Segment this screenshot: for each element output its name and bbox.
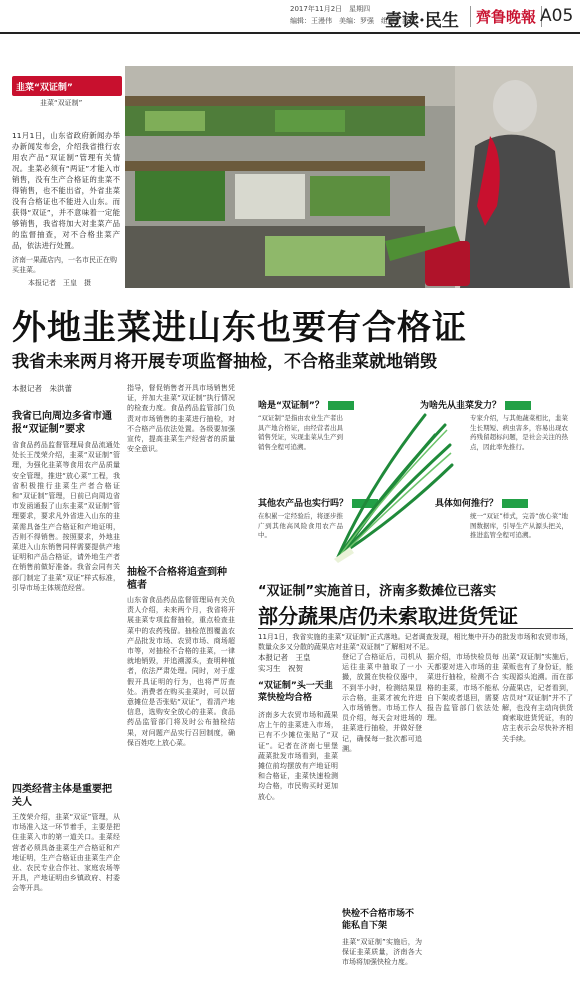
qa-question-text: 其他农产品也实行吗？ — [258, 499, 349, 509]
article-text: 韭菜“双证制”实施后，为保证韭菜质量，济南各大市场将加强快检力度。 — [342, 938, 422, 967]
photo-credit: 本报记者 王皇 摄 — [28, 279, 91, 287]
qa-question-text: 为啥先从韭菜发力？ — [420, 401, 502, 411]
subhead-inspection: 抽检不合格将追查到种植者 — [127, 567, 227, 591]
main-headline: 外地韭菜进山东也要有合格证 — [12, 308, 467, 348]
market-photo — [125, 66, 573, 288]
article2-headline: 部分蔬果店仍未索取进货凭证 — [258, 604, 518, 628]
subhead-quicktest: “双证制”头一天韭菜快检均合格 — [258, 681, 333, 703]
market-photo-illustration — [125, 66, 573, 288]
green-bar — [502, 499, 528, 508]
editor-credits: 编辑：王漫伟 美编：罗强 组版：洛蕾 — [290, 17, 416, 25]
article2-kicker: “双证制”实施首日，济南多数摊位已落实 — [258, 584, 497, 599]
subhead-notify: 我省已向周边多省市通报“双证制”要求 — [12, 411, 112, 435]
article-text: 指导，督促销售者开具市场销售凭证，并加大韭菜“双证制”执行情况的检查力度。食品药品监管部门负责对市场销售的韭菜进行抽检，对不合格产品依法处置。各级要加强宣传，提高韭菜生产经营者的质量安全意识。 — [127, 384, 235, 454]
leek-icon — [330, 405, 455, 565]
lead-paragraph: 11月1日，山东省政府新闻办举办新闻发布会，介绍我省推行农用农产品“双证制”管理有关情况。韭菜必须有“两证”才能入市销售，没有生产合格证的韭菜不得销售，也不能出省，外省韭菜没有合格证也不能进入山东。而获得“双证”，并不意味着一定能够销售，我省将加大对韭菜产品的监督抽查，对不合格韭菜产品，依法进行处置。 — [12, 131, 120, 250]
qa-question-text: 具体如何推行？ — [435, 499, 499, 509]
green-bar — [505, 401, 531, 410]
article2-deck: 11月1日，我省实施的韭菜“双证制”正式落地。记者调查发现，相比集中开办的批发市场和农贸市场，数量众多又分散的蔬果店对韭菜“双证制”了解相对不足。 — [258, 628, 573, 652]
article-text: 登记了合格证后，司机从运往韭菜中抽取了一小撮，放置在快检仪器中，不到半小时，检测结果显示合格，韭菜才被允许进入市场销售。市场工作人员介绍，每天会对进场的韭菜进行抽检，并做好登记，确保每一批次都可追溯。 — [342, 653, 422, 753]
subhead-removal: 快检不合格市场不能私自下架 — [342, 909, 415, 931]
byline: 本报记者 朱洪蕾 — [12, 384, 72, 393]
article2-byline: 本报记者 王皇 实习生 祝贺 — [258, 653, 311, 673]
qa-answer: “双证制”是指由农业生产者出具产地合格证，由经营者出具销售凭证，实现韭菜从生产到销售全程可追溯。 — [258, 414, 343, 451]
article-text: 济南多大农贸市场和蔬果店上午的韭菜进入市场，已有不少摊位张贴了“双证”。记者在济南七里堡蔬菜批发市场看到，韭菜摊位前均摆放有产地证明和合格证，韭菜快速检测均合格，市民购买时更加放心。 — [258, 711, 338, 801]
topic-badge-sub: 韭菜“双证制” — [40, 99, 83, 107]
section-title: 壹读·民生 — [385, 11, 459, 31]
leek-illustration — [330, 405, 455, 565]
sub-headline: 我省未来两月将开展专项监督抽检，不合格韭菜就地销毁 — [12, 352, 437, 372]
page-number: A05 — [540, 6, 574, 26]
photo-caption: 济南一果蔬店内，一名市民正在购买韭菜。 — [12, 256, 117, 274]
qa-question-text: 啥是“双证制”？ — [258, 401, 324, 411]
article-text: 山东省食品药品监督管理局有关负责人介绍，未来两个月，我省将开展韭菜专项监督抽检，重点检查韭菜中的农药残留。抽检范围覆盖农产品批发市场、农贸市场、商场超市等，对抽检不合格的韭菜，一律就地销毁，并追溯源头，查明种植者，依法严肃处理。同时，对于虚假开具证明的行为，也将严厉查处。消费者在购买韭菜时，可以留意摊位是否张贴“双证”，看清产地信息，选购安全放心的韭菜。食品药品监管部门将及时公布抽检结果，对问题产品实行召回制度，确保百姓吃上放心菜。 — [127, 596, 235, 747]
topic-badge-label: 韭菜“双证制” — [16, 83, 73, 93]
article-text: 据介绍，市场快检员每天都要对进入市场的韭菜进行抽检，检测不合格的韭菜，市场不能私自下架或者退回，需要报告监管部门依法处理。 — [427, 653, 499, 723]
qa-answer: 统一“双证”样式，完善“放心菜”地图数据库，引导生产从源头把关，推进监管全程可追溯。 — [470, 512, 568, 539]
article-text: 出菜“双证制”实施后，菜贩也有了身份证，能实现源头追溯。而在部分蔬果店，记者看到，店员对“双证制”并不了解，也没有主动向供货商索取进货凭证，有的店主表示会尽快补齐相关手续。 — [502, 653, 573, 743]
qa-answer: 在积累一定经验后，将逐步推广到其他高风险食用农产品中。 — [258, 512, 343, 539]
qa-answer: 专家介绍，与其他蔬菜相比，韭菜生长期短、病虫害多，容易出现农药残留超标问题，是社会关注的热点，因此率先推行。 — [470, 414, 568, 451]
article-text: 王茂荣介绍，韭菜“双证”管理，从市场准入这一环节着手，主要是把住韭菜入市的第一道关口。韭菜经营者必须具备韭菜生产合格证和产地证明，生产合格证由韭菜生产企业、农民专业合作社、家庭农场等开具，产地证明由乡镇政府、村委会等开具。 — [12, 813, 120, 893]
topic-badge — [12, 76, 122, 96]
issue-date: 2017年11月2日 星期四 — [290, 5, 371, 13]
article-text: 省食品药品监督管理局食品流通处处长王茂荣介绍，韭菜“双证制”管理，为强化韭菜等食用农产品质量安全管理，推进“放心菜”工程，我省积极推行韭菜生产者合格证和“双证制”管理，日前已向周边省市发函通报了山东韭菜“双证制”管理要求，要求凡外省进入山东的韭菜需具备生产合格证和产地证明，否则不得销售。按照要求，外地韭菜进入山东销售同样需要提供产地证明和产品合格证，请外地生产者在销售前做好准备。我省会同有关部门制定了韭菜“双证”样式标准，引导市场主体规范经营。 — [12, 441, 120, 592]
subhead-operators: 四类经营主体是重要把关人 — [12, 784, 112, 808]
newspaper-logo: 齊鲁晚報 — [470, 6, 542, 27]
